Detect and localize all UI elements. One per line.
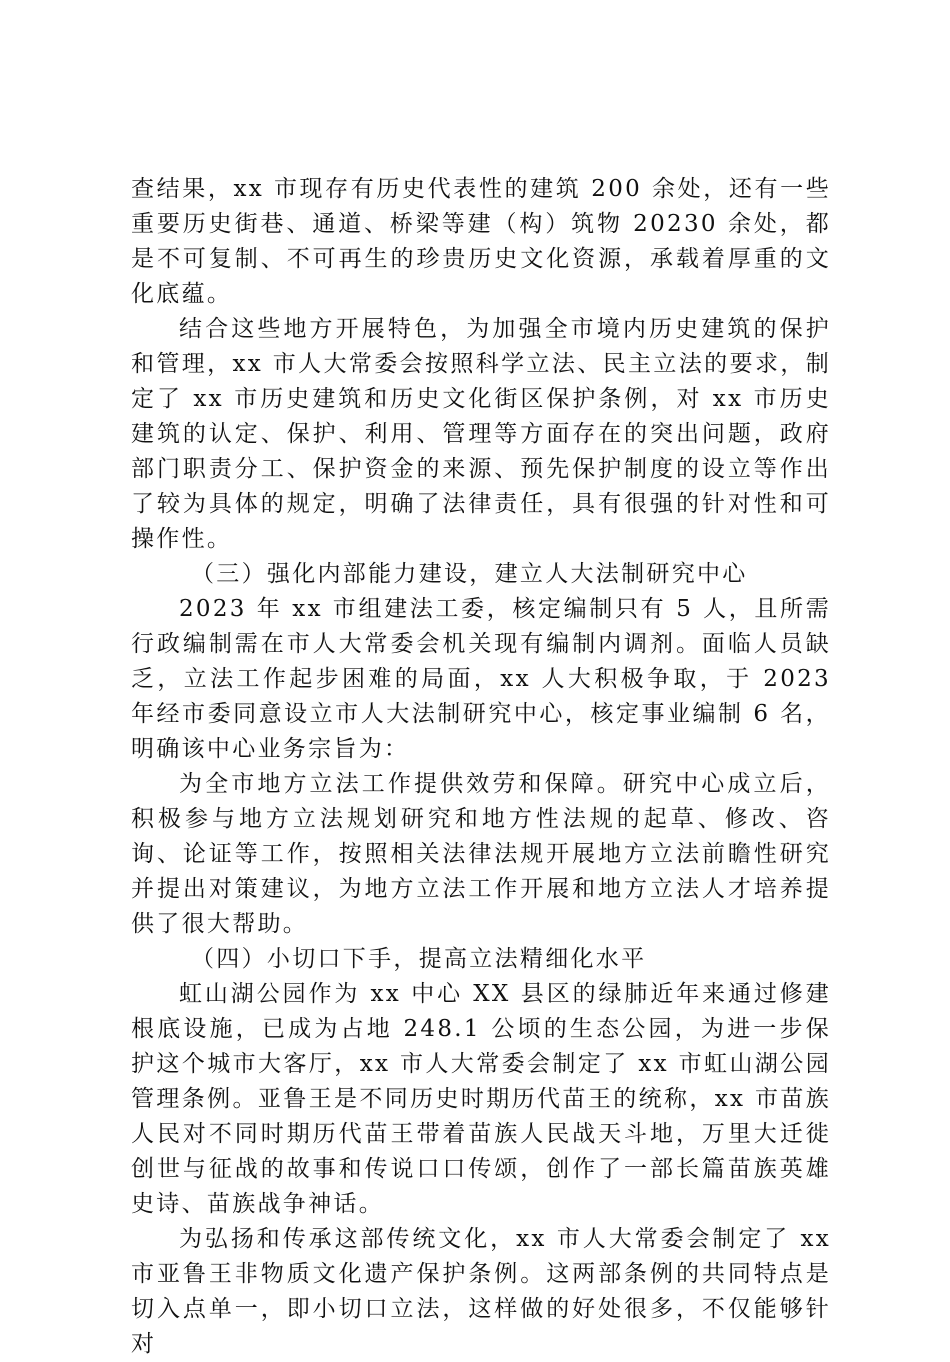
paragraph-yaluwang-heritage: 为弘扬和传承这部传统文化，xx 市人大常委会制定了 xx 市亚鲁王非物质文化遗产保护条例。这两部条例的共同特点是切入点单一，即小切口立法，这样做的好处很多，不仅能够针对 [131,1226,831,1357]
paragraph-center-mission: 为全市地方立法工作提供效劳和保障。研究中心成立后，积极参与地方立法规划研究和地方性法规的起草、修改、咨询、论证等工作，按照相关法律法规开展地方立法前瞻性研究并提出对策建议，为地方立法工作开展和地方立法人才培养提供了很大帮助。 [131,771,831,937]
paragraph-legal-research-center: 2023 年 xx 市组建法工委，核定编制只有 5 人，且所需行政编制需在市人大常委会机关现有编制内调剂。面临人员缺乏，立法工作起步困难的局面，xx 人大积极争取，于 2023 年经市委同意设立市人大法制研究中心，核定事业编制 6 名，明确该中心业务宗旨为： [131,596,831,762]
document-body [131,172,831,1362]
section-heading-3: （三）强化内部能力建设，建立人大法制研究中心 [191,561,748,587]
paragraph-survey-results: 查结果，xx 市现存有历史代表性的建筑 200 余处，还有一些重要历史街巷、通道、桥梁等建（构）筑物 20230 余处，都是不可复制、不可再生的珍贵历史文化资源，承载着厚重的文化底蕴。 [131,176,831,307]
section-heading-4: （四）小切口下手，提高立法精细化水平 [191,946,647,972]
paragraph-hongshan-lake-park: 虹山湖公园作为 xx 中心 XX 县区的绿肺近年来通过修建根底设施，已成为占地 248.1 公顷的生态公园，为进一步保护这个城市大客厅，xx 市人大常委会制定了 xx 市虹山湖公园管理条例。亚鲁王是不同历史时期历代苗王的统称，xx 市苗族人民对不同时期历代苗王带着苗族人民战天斗地，万里大迁徙创世与征战的故事和传说口口传颂，创作了一部长篇苗族英雄史诗、苗族战争神话。 [131,981,831,1217]
paragraph-historic-building-regulation: 结合这些地方开展特色，为加强全市境内历史建筑的保护和管理，xx 市人大常委会按照科学立法、民主立法的要求，制定了 xx 市历史建筑和历史文化街区保护条例，对 xx 市历史建筑的认定、保护、利用、管理等方面存在的突出问题，政府部门职责分工、保护资金的来源、预先保护制度的设立等作出了较为具体的规定，明确了法律责任，具有很强的针对性和可操作性。 [131,316,831,552]
